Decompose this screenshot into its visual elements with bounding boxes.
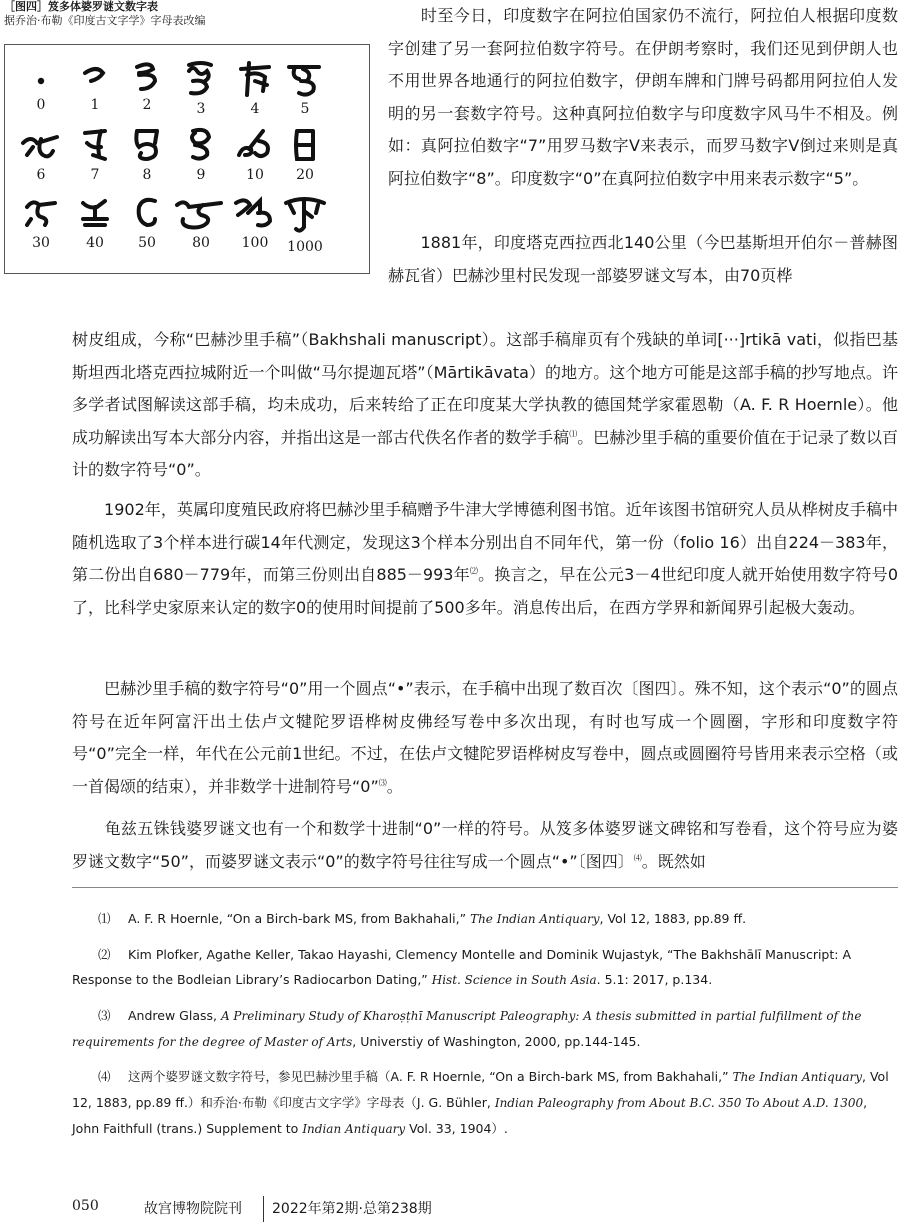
numeral-80-value: 80 [192,235,210,251]
numeral-4-value: 4 [250,101,260,117]
numeral-9-glyph [179,125,223,165]
footer-divider [263,1196,264,1222]
footnote-4-mid: , Vol 12, 1883, pp.89 ff.）和乔治·布勒《印度古文字学》字母表（J. G. Bühler, [72,1069,889,1110]
footnote-ref-4[interactable]: ⑷ [633,853,642,863]
footnote-3-number: ⑶ [98,1008,111,1023]
figure-caption [4,0,374,28]
numeral-6 [11,125,71,183]
numeral-1000-glyph [280,193,330,237]
footnote-1-text: A. F. R Hoernle, “On a Birch-bark MS, from Bakhahali,” [128,911,471,926]
paragraph-2-body [72,324,898,487]
numeral-3-value: 3 [196,101,206,117]
footnote-2 [72,942,898,993]
numeral-1000 [275,193,335,255]
numeral-80 [171,193,231,251]
numeral-9 [171,125,231,183]
numeral-0 [11,59,71,113]
numeral-50-glyph [125,193,169,233]
numeral-40-value: 40 [86,235,104,251]
paragraph-3-text: 1902年，英属印度殖民政府将巴赫沙里手稿赠予牛津大学博德利图书馆。近年该图书馆研究人员从桦树皮手稿中随机选取了3个样本进行碳14年代测定，发现这3个样本分别出自不同年代，第一份（folio 16）出自224－383年，第二份出自680－779年，而第三份则出自885－993年 [72,500,898,584]
numeral-8-value: 8 [142,167,152,183]
numeral-1-glyph [73,59,117,95]
numeral-8 [117,125,177,183]
paragraph-5-end: 。既然如 [641,851,706,871]
footnote-4-number: ⑷ [98,1069,111,1084]
numeral-2 [117,59,177,113]
footnote-3-title: A Preliminary Study of Kharoṣṭhī Manuscript Paleography: A thesis submitted in partial fulfillment of the requirements for the degree of Master of Arts [72,1009,862,1049]
numeral-20-glyph [283,125,327,165]
numeral-1 [65,59,125,113]
footnote-3 [72,1003,898,1055]
footnote-2-journal: Hist. Science in South Asia [431,973,597,987]
numeral-50-value: 50 [138,235,156,251]
numeral-30-value: 30 [32,235,50,251]
paragraph-5 [72,813,898,878]
numeral-table-figure [4,44,370,274]
footnote-ref-3[interactable]: ⑶ [378,778,387,788]
footnote-4-journal: The Indian Antiquary [732,1070,863,1084]
footnote-4-book: Indian Paleography from About B.C. 350 To About A.D. 1300 [494,1096,864,1110]
numeral-30 [11,193,71,251]
footnote-2-text: Kim Plofker, Agathe Keller, Takao Hayashi, Clemency Montelle and Dominik Wujastyk, “The Bakhshālī Manuscript: A Response to the Bodleian Library’s Radiocarbon Dating,” [72,947,851,987]
page-footer [72,1196,900,1222]
numeral-10-glyph [233,125,277,165]
footnote-divider [72,887,898,888]
issue-info: 2022年第2期·总第238期 [272,1201,432,1217]
paragraph-1: 时至今日，印度数字在阿拉伯国家仍不流行，阿拉伯人根据印度数字创建了另一套阿拉伯数字符号。在伊朗考察时，我们还见到伊朗人也不用世界各地通行的阿拉伯数字，伊朗车牌和门牌号码都用阿拉伯人发明的另一套数字符号。这种真阿拉伯数字与印度数字风马牛不相及。例如：真阿拉伯数字“7”用罗马数字V来表示，而罗马数字V倒过来则是真阿拉伯数字“8”。印度数字“0”在真阿拉伯数字中用来表示数字“5”。 [388,6,898,188]
numeral-1-value: 1 [90,97,100,113]
paragraph-2-text: 树皮组成，今称“巴赫沙里手稿”（Bakhshali manuscript）。这部手稿扉页有个残缺的单词[···]rtikā vati，似指巴基斯坦西北塔克西拉城附近一个叫做“马尔提迦瓦塔”（Mārtikāvata）的地方。这个地方可能是这部手稿的抄写地点。许多学者试图解读这部手稿，均未成功，后来转给了正在印度某大学执教的德国梵学家霍恩勒（A. F. R Hoernle）。他成功解读出写本大部分内容，并指出这是一部古代佚名作者的数学手稿 [72,330,898,447]
numeral-40 [65,193,125,251]
footnote-4-trans: , John Faithfull (trans.) Supplement to [72,1095,868,1136]
numeral-3-glyph [179,59,223,99]
footnote-4-supplement: Indian Antiquary [302,1122,406,1136]
footnote-1-number: ⑴ [98,911,111,926]
paragraph-4 [72,673,898,803]
footnote-ref-2[interactable]: ⑵ [469,566,479,576]
numeral-20-value: 20 [296,167,314,183]
figure-title: 笈多体婆罗谜文数字表 [48,0,158,13]
numeral-100-glyph [230,193,280,233]
numeral-5-value: 5 [300,101,310,117]
paragraph-5-text: 龟兹五铢钱婆罗谜文也有一个和数学十进制“0”一样的符号。从笈多体婆罗谜文碑铭和写卷看，这个符号应为婆罗谜文数字“50”，而婆罗谜文表示“0”的数字符号往往写成一个圆点“•”〔图四〕 [72,819,898,871]
footnote-4 [72,1064,898,1142]
numeral-40-glyph [73,193,117,233]
footnote-1-journal: The Indian Antiquary [470,912,600,926]
page-number: 050 [72,1198,99,1214]
numeral-7-value: 7 [90,167,100,183]
numeral-0-glyph [19,59,63,95]
numeral-5 [275,59,335,117]
numeral-5-glyph [283,59,327,99]
paragraph-3 [72,494,898,624]
footnote-4-tail: Vol. 33, 1904）. [405,1121,508,1136]
footnote-4-text: 这两个婆罗谜文数字符号，参见巴赫沙里手稿（A. F. R Hoernle, “On a Birch-bark MS, from Bakhahali,” [128,1069,733,1084]
figure-tag: ［图四］ [4,0,48,13]
paragraph-4-text: 巴赫沙里手稿的数字符号“0”用一个圆点“•”表示，在手稿中出现了数百次〔图四〕。殊不知，这个表示“0”的圆点符号在近年阿富汗出土佉卢文犍陀罗语桦树皮佛经写卷中多次出现，有时也写成一个圆圈，字形和印度数字符号“0”完全一样，年代在公元前1世纪。不过，在佉卢文犍陀罗语桦树皮写卷中，圆点或圆圈符号皆用来表示空格（或一首偈颂的结束），并非数学十进制符号“0” [72,679,898,796]
numeral-6-glyph [19,125,63,165]
footnote-2-number: ⑵ [98,947,111,962]
numeral-80-glyph [173,193,229,233]
footnote-1-tail: , Vol 12, 1883, pp.89 ff. [599,911,747,926]
footnote-1 [72,906,898,932]
numeral-7 [65,125,125,183]
numeral-8-glyph [125,125,169,165]
figure-credit: 据乔治·布勒《印度古文字学》字母表改编 [4,14,206,27]
paragraph-2-lead: 1881年，印度塔克西拉西北140公里（今巴基斯坦开伯尔－普赫图赫瓦省）巴赫沙里村民发现一部婆罗谜文写本，由70页桦 [388,233,898,285]
numeral-1000-value: 1000 [287,239,323,255]
numeral-50 [117,193,177,251]
numeral-10-value: 10 [246,167,264,183]
footnote-3-text: Andrew Glass, [128,1008,221,1023]
numeral-9-value: 9 [196,167,206,183]
numeral-0-value: 0 [36,97,46,113]
numeral-4-glyph [233,59,277,99]
numeral-2-glyph [125,59,169,95]
numeral-3 [171,59,231,117]
footnote-3-tail: , Universtiy of Washington, 2000, pp.144-145. [352,1034,641,1049]
footnote-ref-1[interactable]: ⑴ [569,429,578,439]
numeral-20 [275,125,335,183]
numeral-7-glyph [73,125,117,165]
numeral-6-value: 6 [36,167,46,183]
footnote-2-tail: . 5.1: 2017, p.134. [596,972,713,987]
paragraph-2-end: 。巴赫沙里手稿的重要价值在于记录了数以百计的数字符号“0”。 [72,427,898,479]
numeral-2-value: 2 [142,97,152,113]
paragraph-4-end: 。 [386,776,403,796]
paragraph-3-end: 。换言之，早在公元3－4世纪印度人就开始使用数字符号0了，比科学史家原来认定的数字0的使用时间提前了500多年。消息传出后，在西方学界和新闻界引起极大轰动。 [72,565,898,617]
numeral-30-glyph [19,193,63,233]
journal-name: 故宫博物院院刊 [144,1201,242,1217]
numeral-100-value: 100 [241,235,269,251]
